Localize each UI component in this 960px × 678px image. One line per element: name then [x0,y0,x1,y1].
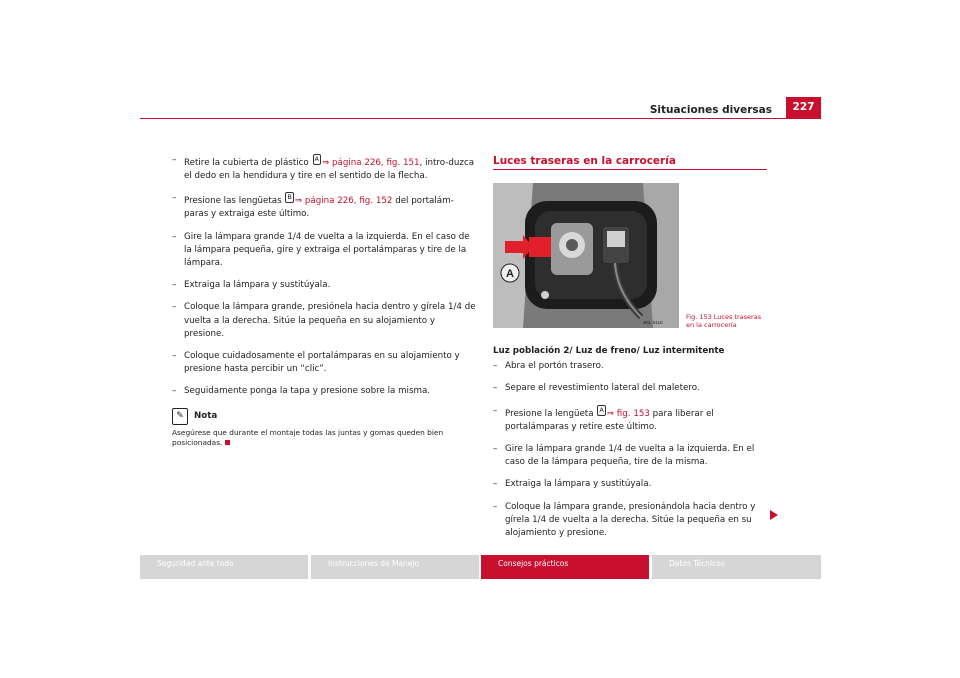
left-column [172,154,477,449]
cross-reference-link[interactable]: ⇒ página 226, fig. 151 [321,157,420,168]
note-box [172,408,477,449]
step-item: – Gire la lámpara grande 1/4 de vuelta a la izquierda. En el caso de la lámpara pequeña, gire y extraiga el portalámparas y tire de la lámpara. [172,231,470,268]
callout-b-badge: B [287,193,292,202]
figure-callout-a: A [506,268,514,280]
step-item: – Coloque la lámpara grande, presiónela hacia dentro y gírela 1/4 de vuelta a la derecha. Sitúe la pequeña en su alojamiento y presione. [172,302,476,339]
step-item: – Separe el revestimiento lateral del maletero. [493,383,700,394]
step-item: – Coloque cuidadosamente el portalámparas en su alojamiento y presione hasta percibir un “clic”. [172,351,460,375]
note-title: Nota [194,410,218,421]
end-marker-icon [225,440,230,445]
note-icon: ✎ [172,408,188,425]
tab-consejos[interactable]: Consejos prácticos [481,555,649,579]
step-item: – Gire la lámpara grande 1/4 de vuelta a la izquierda. En el caso de la lámpara pequeña, tire de la misma. [493,443,755,468]
step-item: – Presione las lengüetas B ⇒ página 226, fig. 152 del portalám-paras y extraiga este último. [172,193,454,220]
step-item: – Seguidamente ponga la tapa y presione sobre la misma. [172,386,431,397]
step-item: – Extraiga la lámpara y sustitúyala. [172,280,331,291]
note-text: Asegúrese que durante el montaje todas las juntas y gomas queden bien posicionadas. [172,427,444,448]
right-column [493,345,771,549]
step-item: – Retire la cubierta de plástico A ⇒ página 226, fig. 151, intro-duzca el dedo en la hendidura y tire en el sentido de la flecha. [172,155,475,182]
header-rule [140,118,821,119]
callout-a-badge: A [599,405,604,414]
step-item: – Presione la lengüeta A ⇒ fig. 153 para liberar el portalámparas y retire este último. [493,405,714,432]
tab-instrucciones[interactable]: Instrucciones de Manejo [311,555,479,579]
callout-a-badge: A [314,155,319,163]
tab-seguridad[interactable]: Seguridad ante todo [140,555,308,579]
running-header-title: Situaciones diversas [649,104,772,116]
continue-arrow-icon [770,510,778,520]
rear-light-illustration [493,183,679,328]
cross-reference-link[interactable]: ⇒ página 226, fig. 152 [294,196,393,207]
cross-reference-link[interactable]: ⇒ fig. 153 [606,408,650,419]
subheading: Luz población 2/ Luz de freno/ Luz intermitente [493,346,725,356]
section-rule [493,169,767,170]
step-item: – Coloque la lámpara grande, presionándola hacia dentro y gírela 1/4 de vuelta a la derecha. Sitúe la pequeña en su alojamiento y presione. [493,501,756,538]
figure-caption: Fig. 153 Luces traseras en la carrocería [686,313,762,329]
tab-datos-tecnicos[interactable]: Datos Técnicos [652,555,821,579]
figure-rear-light [493,183,679,328]
step-item: – Extraiga la lámpara y sustitúyala. [493,479,652,490]
page-number: 227 [786,97,821,118]
section-title: Luces traseras en la carrocería [493,155,676,167]
step-item: – Abra el portón trasero. [493,361,604,372]
figure-code: B6L-0110 [643,320,663,325]
